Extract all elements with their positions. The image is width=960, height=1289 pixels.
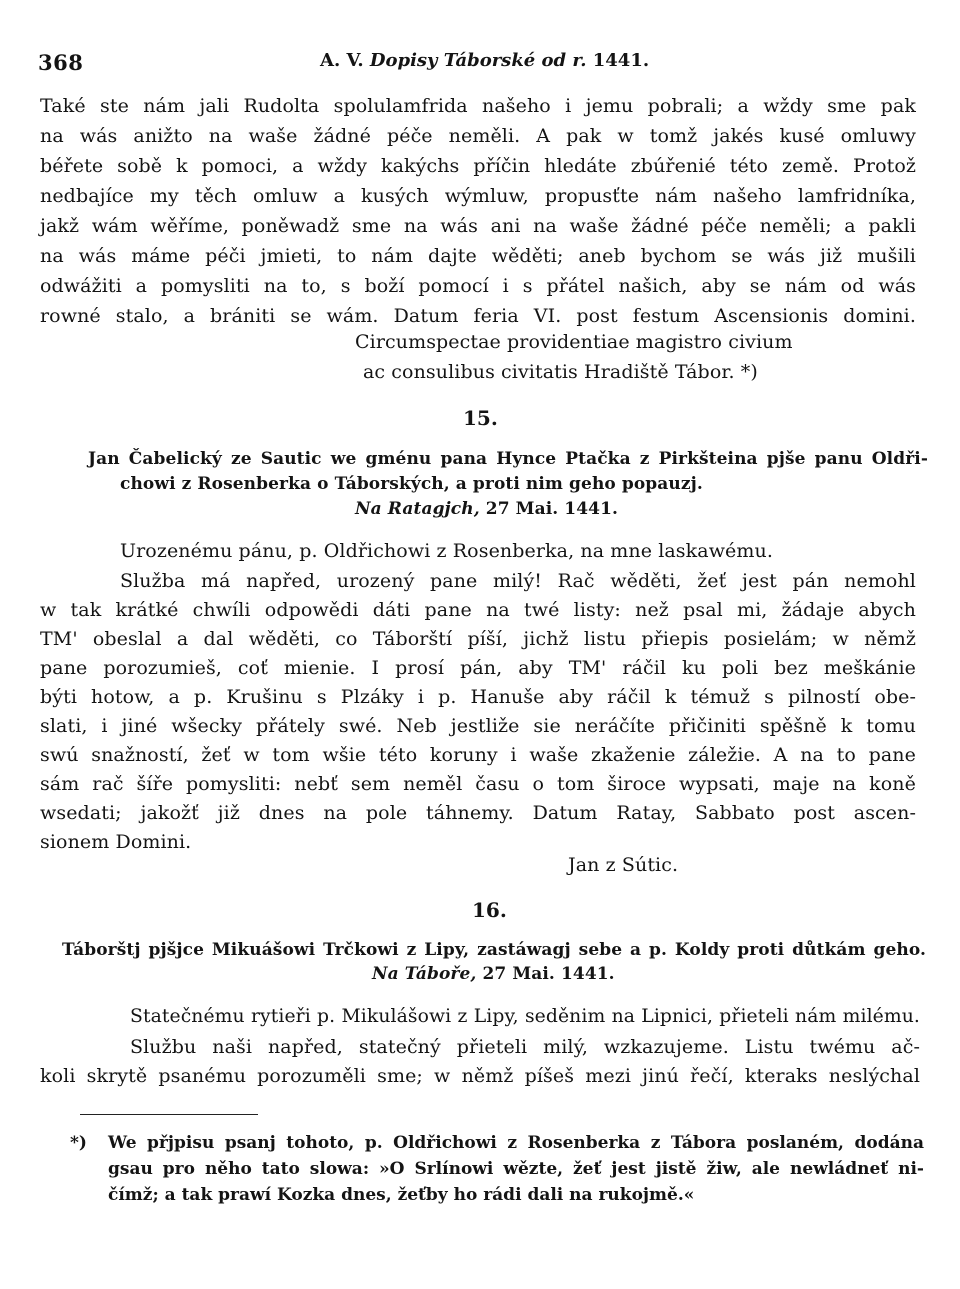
footnote-line: We přjpisu psanj tohoto, p. Oldřichowi z Rosenberka z Tábora poslaném, dodána [108,1133,924,1153]
text-line: pane porozumieš, coť mienie. I prosí pán, aby TM' ráčil ku poli bez meškánie [40,657,916,679]
running-head-prefix: A. V. [320,50,364,71]
signature: Jan z Sútic. [568,854,679,876]
text-line: TM' obeslal a dal wěděti, co Táborští píší, jichž listu přiepis posielám; w němž [40,628,916,650]
text-line: sám rač šíře pomysliti: nebť sem neměl času o tom široce wypsati, maje na koně [40,773,916,795]
letter-summary: Jan Čabelický ze Sautic we gménu pana Hynce Ptačka z Pirkšteina pjše panu Oldři- [88,449,928,469]
letter-number: 15. [463,406,498,430]
text-line: Službu naši napřed, statečný přieteli milý, wzkazujeme. Listu twému ač- [130,1036,920,1058]
letter-summary: chowi z Rosenberka o Táborských, a proti nim geho popauzj. [120,474,703,494]
text-line: Také ste nám jali Rudolta spolulamfrida našeho i jemu pobrali; a wždy sme pak [40,95,916,117]
text-line: wsedati; jakožť již dnes na pole táhnemy. Datum Ratay, Sabbato post ascen- [40,802,916,824]
footnote-marker: *) [70,1133,87,1153]
text-line: w tak krátké chwíli odpowědi dáti pane na twé listy: než psal mi, žádaje abych [40,599,916,621]
text-line: na wás máme péči jmieti, to nám dajte wěděti; aneb bychom se wás již mušili [40,245,916,267]
running-head-title: Dopisy Táborské od r. [369,50,587,71]
address-line: Circumspectae providentiae magistro civium [355,331,793,353]
text-line: odwážiti a pomysliti na to, s boží pomocí i s přátel našich, aby se nám od wás [40,275,916,297]
page-header [38,50,918,80]
page-number: 368 [38,50,84,75]
text-line: koli skrytě psanému porozuměli sme; w němž píšeš mezi jinú řečí, kteraks neslýchal [40,1065,920,1087]
dateline-place: Na Ratagjch, [355,499,480,519]
footnote-line: čímž; a tak prawí Kozka dnes, žeťby ho rádi dali na rukojmě.« [108,1185,695,1205]
dateline-place: Na Táboře, [372,964,477,984]
letter-summary: Táborštj pjšjce Mikuášowi Trčkowi z Lipy, zastáwagj sebe a p. Koldy proti důtkám geho. [62,940,926,960]
text-line: rowné stalo, a brániti se wám. Datum feria VI. post festum Ascensionis domini. [40,305,916,327]
footnote-rule [80,1114,258,1115]
text-line: jakž wám wěříme, poněwadž sme na wás ani na waše žádné péče neměli; a pakli [40,215,916,237]
footnote-line: gsau pro něho tato slowa: »O Srlínowi wězte, žeť jest jistě žiw, ale newládneť ni- [108,1159,924,1179]
dateline-date: 27 Mai. 1441. [482,964,615,984]
text-line: býti hotow, a p. Krušinu s Plzáky i p. Hanuše aby ráčil k témuž s pilností obe- [40,686,916,708]
salutation: Urozenému pánu, p. Oldřichowi z Rosenberka, na mne laskawému. [120,540,773,562]
dateline [355,497,618,521]
running-head [320,50,649,71]
address-line: ac consulibus civitatis Hradiště Tábor. *) [363,361,758,383]
text-line: sionem Domini. [40,831,192,853]
text-line: nedbajíce my těch omluw a kusých wýmluw, propusťte nám našeho lamfridníka, [40,185,916,207]
running-head-year: 1441. [592,50,650,71]
dateline [372,962,615,986]
dateline-date: 27 Mai. 1441. [485,499,619,519]
letter-number: 16. [472,898,507,922]
text-line: slati, i jiné wšecky přátely swé. Neb jestliže sie neráčíte přičiniti spěšně k tomu [40,715,916,737]
text-line: béřete sobě k pomoci, a wždy kakýchs příčin hledáte zbúřenié této země. Protož [40,155,916,177]
text-line: swú snažností, žeť w tom wšie této koruny i waše zkaženie záležie. A na to pane [40,744,916,766]
text-line: na wás anižto na waše žádné péče neměli. A pak w tomž jakés kusé omluwy [40,125,916,147]
text-line: Služba má napřed, urozený pane milý! Rač wěděti, žeť jest pán nemohl [120,570,916,592]
salutation: Statečnému rytieři p. Mikulášowi z Lipy, seděnim na Lipnici, přieteli nám milému. [130,1006,920,1027]
